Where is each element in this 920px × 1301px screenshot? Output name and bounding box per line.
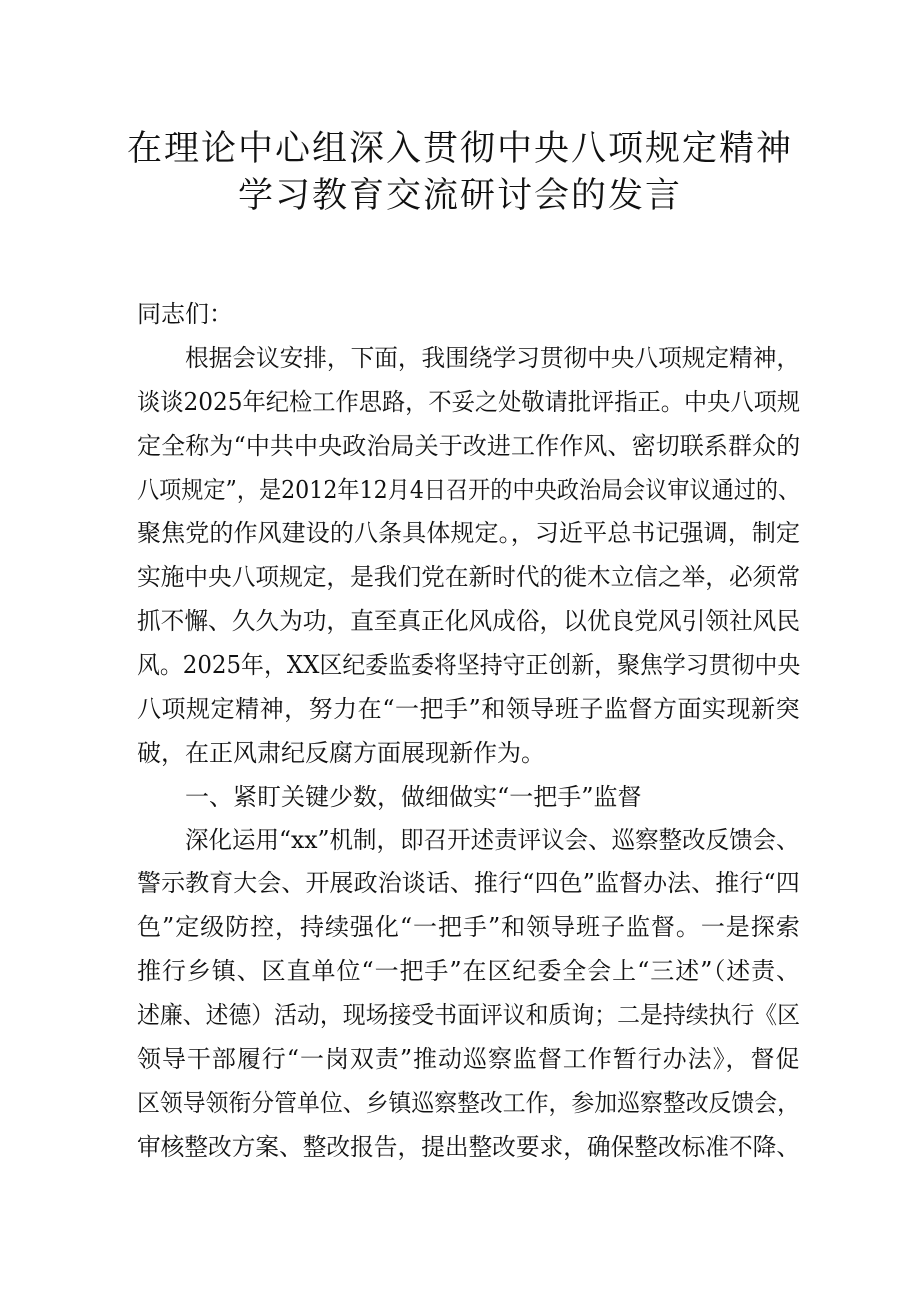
- document-title-line-2: 学习教育交流研讨会的发言: [237, 176, 682, 216]
- paragraph-line: 抓不懈、久久为功，直至真正化风成俗，以优良党风引领社风民: [137, 607, 800, 635]
- paragraph-line: 聚焦党的作风建设的八条具体规定。，习近平总书记强调，制定: [137, 519, 801, 547]
- paragraph-line: 警示教育大会、开展政治谈话、推行“四色”监督办法、推行“四: [137, 869, 800, 897]
- paragraph-line: 领导干部履行“一岗双责”推动巡察监督工作暂行办法》，督促: [137, 1045, 801, 1073]
- paragraph-line: 破，在正风肃纪反腐方面展现新作为。: [137, 739, 545, 767]
- paragraph-line: 区领导领衔分管单位、乡镇巡察整改工作，参加巡察整改反馈会，: [137, 1089, 801, 1117]
- paragraph-line: 八项规定”，是2012年12月4日召开的中央政治局会议审议通过的、: [137, 476, 801, 504]
- paragraph-line: 深化运用“xx”机制，即召开述责评议会、巡察整改反馈会、: [185, 826, 800, 854]
- paragraph-line: 谈谈2025年纪检工作思路，不妥之处敬请批评指正。中央八项规: [137, 388, 801, 416]
- paragraph-line: 述廉、述德）活动，现场接受书面评议和质询；二是持续执行《区: [137, 1001, 801, 1029]
- document-title-line-1: 在理论中心组深入贯彻中央八项规定精神: [126, 129, 793, 169]
- paragraph-line: 实施中央八项规定，是我们党在新时代的徙木立信之举，必须常: [137, 563, 800, 591]
- paragraph-line: 风。2025年，XX区纪委监委将坚持守正创新，聚焦学习贯彻中央: [137, 651, 801, 679]
- paragraph-line: 审核整改方案、整改报告，提出整改要求，确保整改标准不降、: [137, 1133, 800, 1161]
- salutation: 同志们：: [137, 300, 233, 328]
- paragraph-line: 定全称为“中共中央政治局关于改进工作作风、密切联系群众的: [137, 432, 801, 460]
- section-heading: 一、紧盯关键少数，做细做实“一把手”监督: [185, 783, 642, 811]
- paragraph-line: 色”定级防控，持续强化“一把手”和领导班子监督。一是探索: [137, 913, 801, 941]
- paragraph-line: 推行乡镇、区直单位“一把手”在区纪委全会上“三述”（述责、: [137, 957, 802, 985]
- paragraph-line: 八项规定精神，努力在“一把手”和领导班子监督方面实现新突: [137, 695, 801, 723]
- paragraph-line: 根据会议安排，下面，我围绕学习贯彻中央八项规定精神，: [185, 344, 801, 372]
